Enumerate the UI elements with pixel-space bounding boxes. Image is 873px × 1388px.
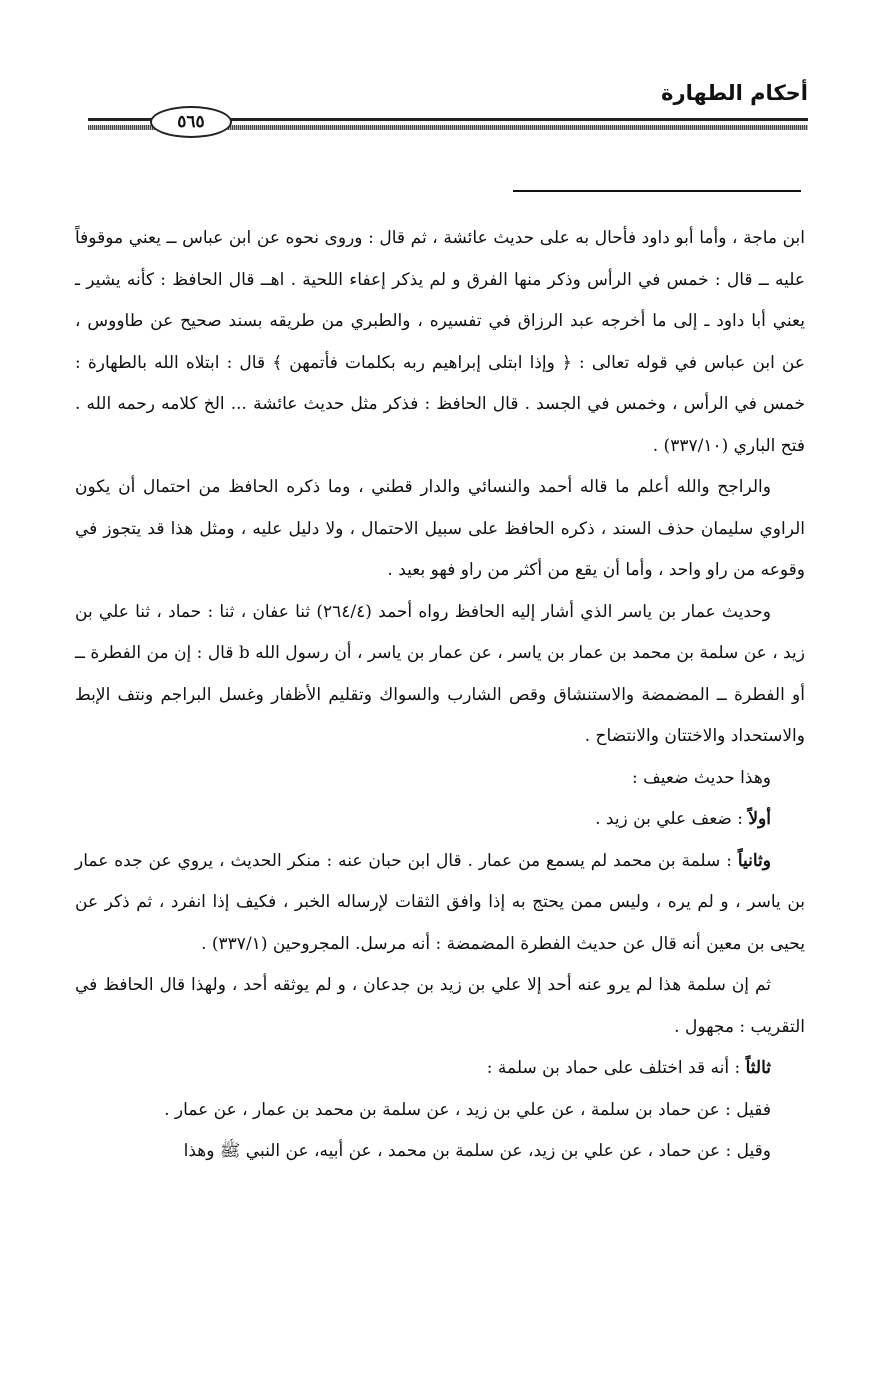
point-text: : سلمة بن محمد لم يسمع من عمار . قال ابن حبان عنه : منكر الحديث ، يروي عن جده عمار بن ياسر ، و لم يره ، وليس ممن يحتج به إذا وافق الثقات لإرساله الخبر ، فكيف إذا انفرد ، ثم ذكر عن يحيى بن معين أنه قال عن حديث الفطرة المضمضة : أنه مرسل. المجروحين (٣٣٧/١) . (75, 850, 805, 954)
paragraph: ثم إن سلمة هذا لم يرو عنه أحد إلا علي بن زيد بن جدعان ، و لم يوثقه أحد ، ولهذا قال الحافظ في التقريب : مجهول . (75, 975, 805, 1037)
paragraph: وقيل : عن حماد ، عن علي بن زيد، عن سلمة بن محمد ، عن أبيه، عن النبي ﷺ وهذا (183, 1141, 771, 1161)
paragraph: فقيل : عن حماد بن سلمة ، عن علي بن زيد ، عن سلمة بن محمد بن عمار ، عن عمار . (164, 1099, 771, 1120)
paragraph (75, 841, 805, 966)
paragraph: ابن ماجة ، وأما أبو داود فأحال به على حديث عائشة ، ثم قال : وروى نحوه عن ابن عباس ــ يعني موقوفاً عليه ــ قال : خمس في الرأس وذكر منها الفرق و لم يذكر إعفاء اللحية . اهــ قال الحافظ : كأنه يشير ـ يعني أبا داود ـ إلى ما أخرجه عبد الرزاق في تفسيره ، والطبري من طريقه بسند صحيح عن طاووس ، عن ابن عباس في قوله تعالى : ﴿ وإذا ابتلى إبراهيم ربه بكلمات فأتمهن ﴾ قال : ابتلاه الله بالطهارة : خمس في الرأس ، وخمس في الجسد . قال الحافظ : فذكر مثل حديث عائشة ... الخ كلامه رحمه الله . فتح الباري (٣٣٧/١٠) . (75, 228, 805, 456)
book-title: أحكام الطهارة (661, 81, 808, 105)
paragraph: والراجح والله أعلم ما قاله أحمد والنسائي والدار قطني ، وما ذكره الحافظ من احتمال أن يكون الراوي سليمان حذف السند ، ذكره الحافظ على سبيل الاحتمال ، ولا دليل عليه ، ومثل هذا قد يتجوز في وقوعه من راو واحد ، وأما أن يقع من أكثر من راو فهو بعيد . (75, 477, 805, 580)
footnote-separator (513, 190, 801, 192)
point-text: : أنه قد اختلف على حماد بن سلمة : (486, 1058, 746, 1078)
point-label: ثالثاً (745, 1058, 771, 1078)
paragraph: وحديث عمار بن ياسر الذي أشار إليه الحافظ رواه أحمد (٢٦٤/٤) ثنا عفان ، ثنا : حماد ، ثنا علي بن زيد ، عن سلمة بن محمد بن عمار بن ياسر ، عن عمار بن ياسر ، أن رسول الله b قال : إن من الفطرة ــ أو الفطرة ــ المضمضة والاستنشاق وقص الشارب والسواك وتقليم الأظفار وغسل البراجم ونتف الإبط والاستحداد والاختتان والانتضاح . (75, 601, 805, 746)
page-number: ٥٦٥ (150, 106, 232, 138)
paragraph (75, 1048, 805, 1090)
page-body (75, 218, 805, 1173)
point-label: أولاً (748, 809, 771, 829)
point-text: : ضعف علي بن زيد . (595, 809, 749, 829)
paragraph: وهذا حديث ضعيف : (632, 767, 771, 788)
paragraph (75, 799, 805, 841)
page-header (88, 78, 808, 138)
point-label: وثانياً (737, 850, 771, 871)
